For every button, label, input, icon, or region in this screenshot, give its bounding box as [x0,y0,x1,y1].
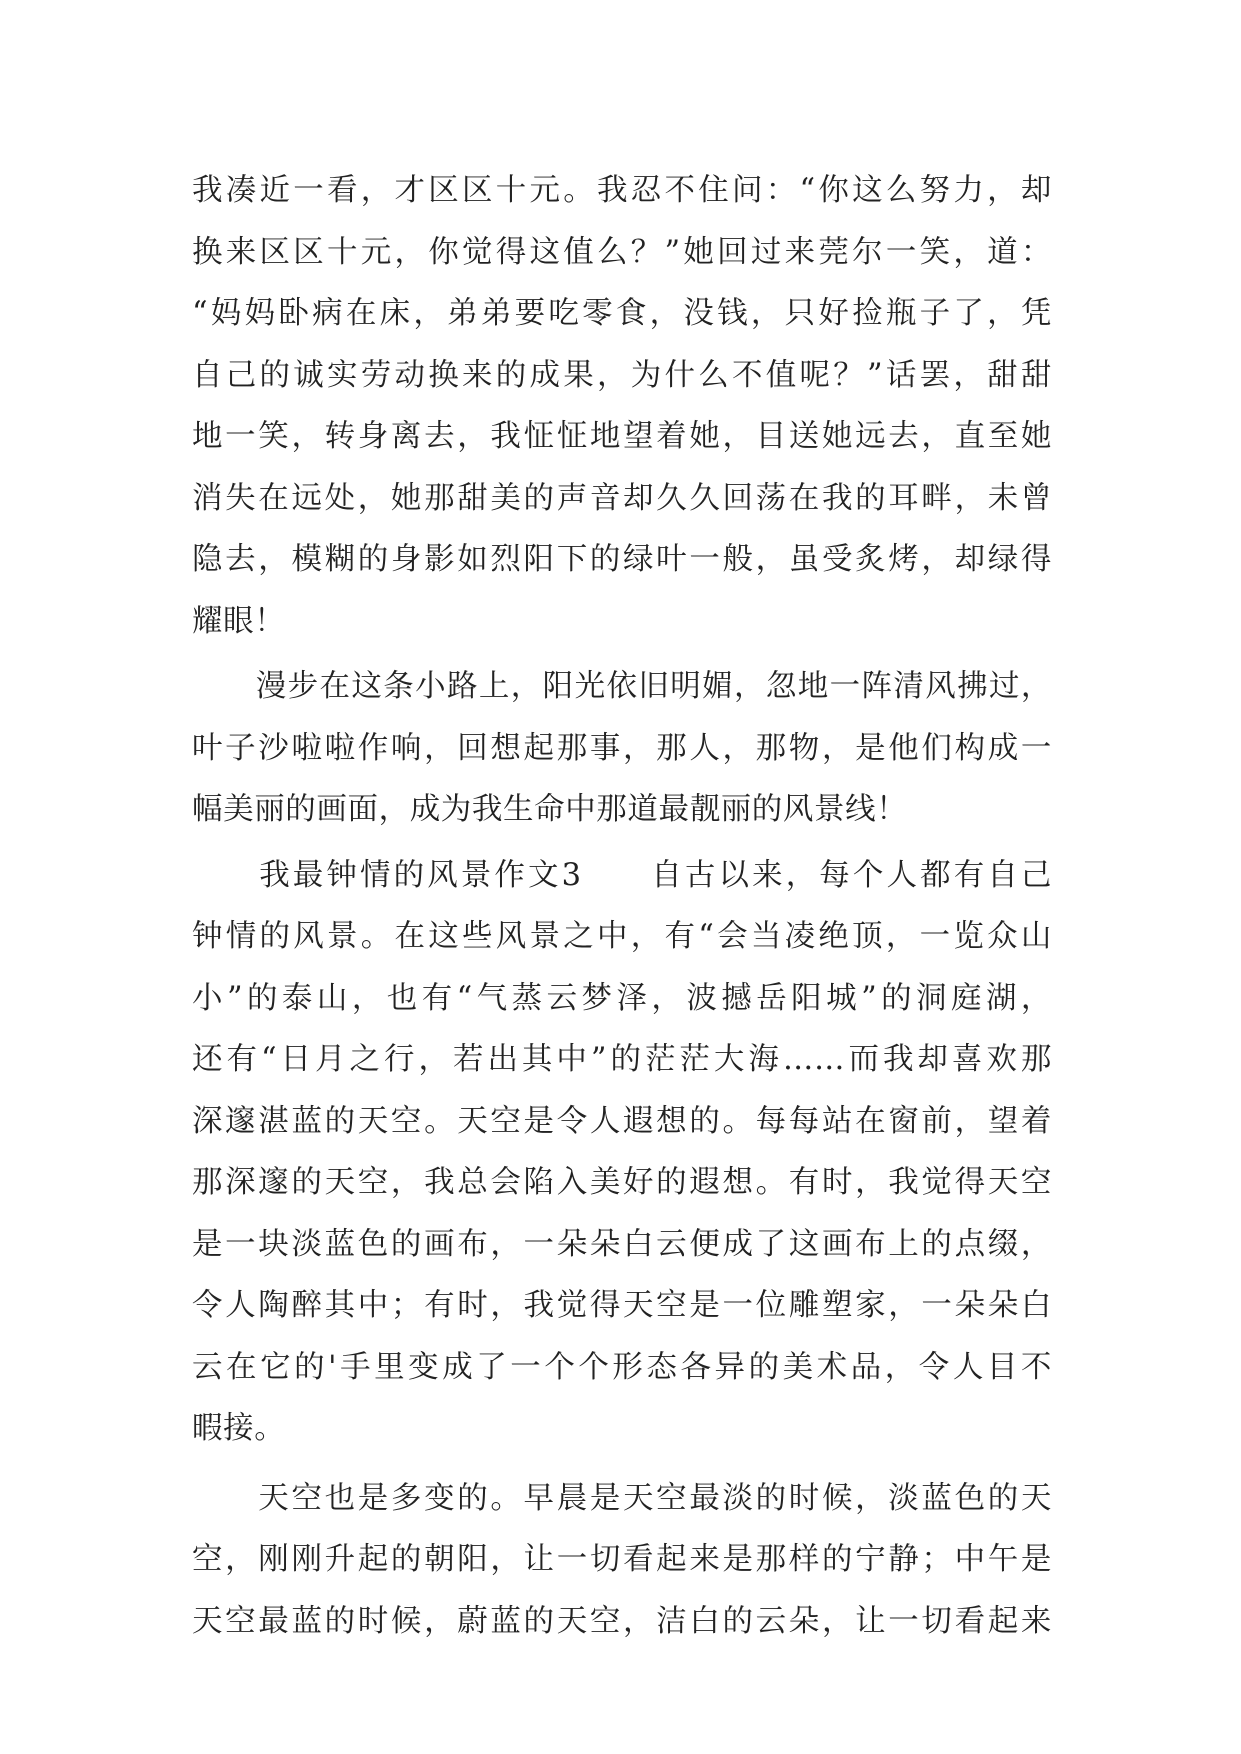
text-line: 钟情的风景。在这些风景之中，有“会当凌绝顶，一览众山 [192,919,1052,954]
text-line: 隐去，模糊的身影如烈阳下的绿叶一般，虽受炙烤，却绿得 [192,542,1052,577]
text-line: 小”的泰山，也有“气蒸云梦泽，波撼岳阳城”的洞庭湖， [192,980,1052,1016]
text-line: 云在它的'手里变成了一个个形态各异的美术品，令人目不 [192,1349,1052,1385]
body-text [192,160,1052,1652]
text-line: 自己的诚实劳动换来的成果，为什么不值呢？”话罢，甜甜 [192,357,1052,393]
text-line: “妈妈卧病在床，弟弟要吃零食，没钱，只好捡瓶子了，凭 [192,296,1052,331]
text-line: 地一笑，转身离去，我怔怔地望着她，目送她远去，直至她 [192,419,1052,454]
text-line: 暇接。 [192,1411,286,1446]
text-line: 还有“日月之行，若出其中”的茫茫大海……而我却喜欢那 [192,1042,1052,1077]
text-line: 那深邃的天空，我总会陷入美好的遐想。有时，我觉得天空 [192,1165,1052,1200]
text-line: 叶子沙啦啦作响，回想起那事，那人，那物，是他们构成一 [192,730,1052,766]
text-line: 深邃湛蓝的天空。天空是令人遐想的。每每站在窗前，望着 [192,1103,1052,1139]
text-line: 令人陶醉其中；有时，我觉得天空是一位雕塑家，一朵朵白 [192,1288,1052,1323]
text-line: 换来区区十元，你觉得这值么？”她回过来莞尔一笑，道： [192,234,1052,270]
text-line: 耀眼！ [192,603,286,639]
text-line: 消失在远处，她那甜美的声音却久久回荡在我的耳畔，未曾 [192,480,1052,516]
text-line: 是一块淡蓝色的画布，一朵朵白云便成了这画布上的点缀， [192,1226,1052,1262]
paragraph-start-line: 天空也是多变的。早晨是天空最淡的时候，淡蓝色的天 [192,1480,1052,1516]
paragraph-start-line: 漫步在这条小路上，阳光依旧明媚，忽地一阵清风拂过， [192,669,1052,704]
essay-title-line: 我最钟情的风景作文3 自古以来，每个人都有自己 [192,857,1052,893]
text-line: 空，刚刚升起的朝阳，让一切看起来是那样的宁静；中午是 [192,1542,1052,1577]
text-line: 天空最蓝的时候，蔚蓝的天空，洁白的云朵，让一切看起来 [192,1603,1052,1639]
text-line: 我凑近一看，才区区十元。我忍不住问：“你这么努力，却 [192,173,1052,208]
text-line: 幅美丽的画面，成为我生命中那道最靓丽的风景线！ [192,792,908,827]
